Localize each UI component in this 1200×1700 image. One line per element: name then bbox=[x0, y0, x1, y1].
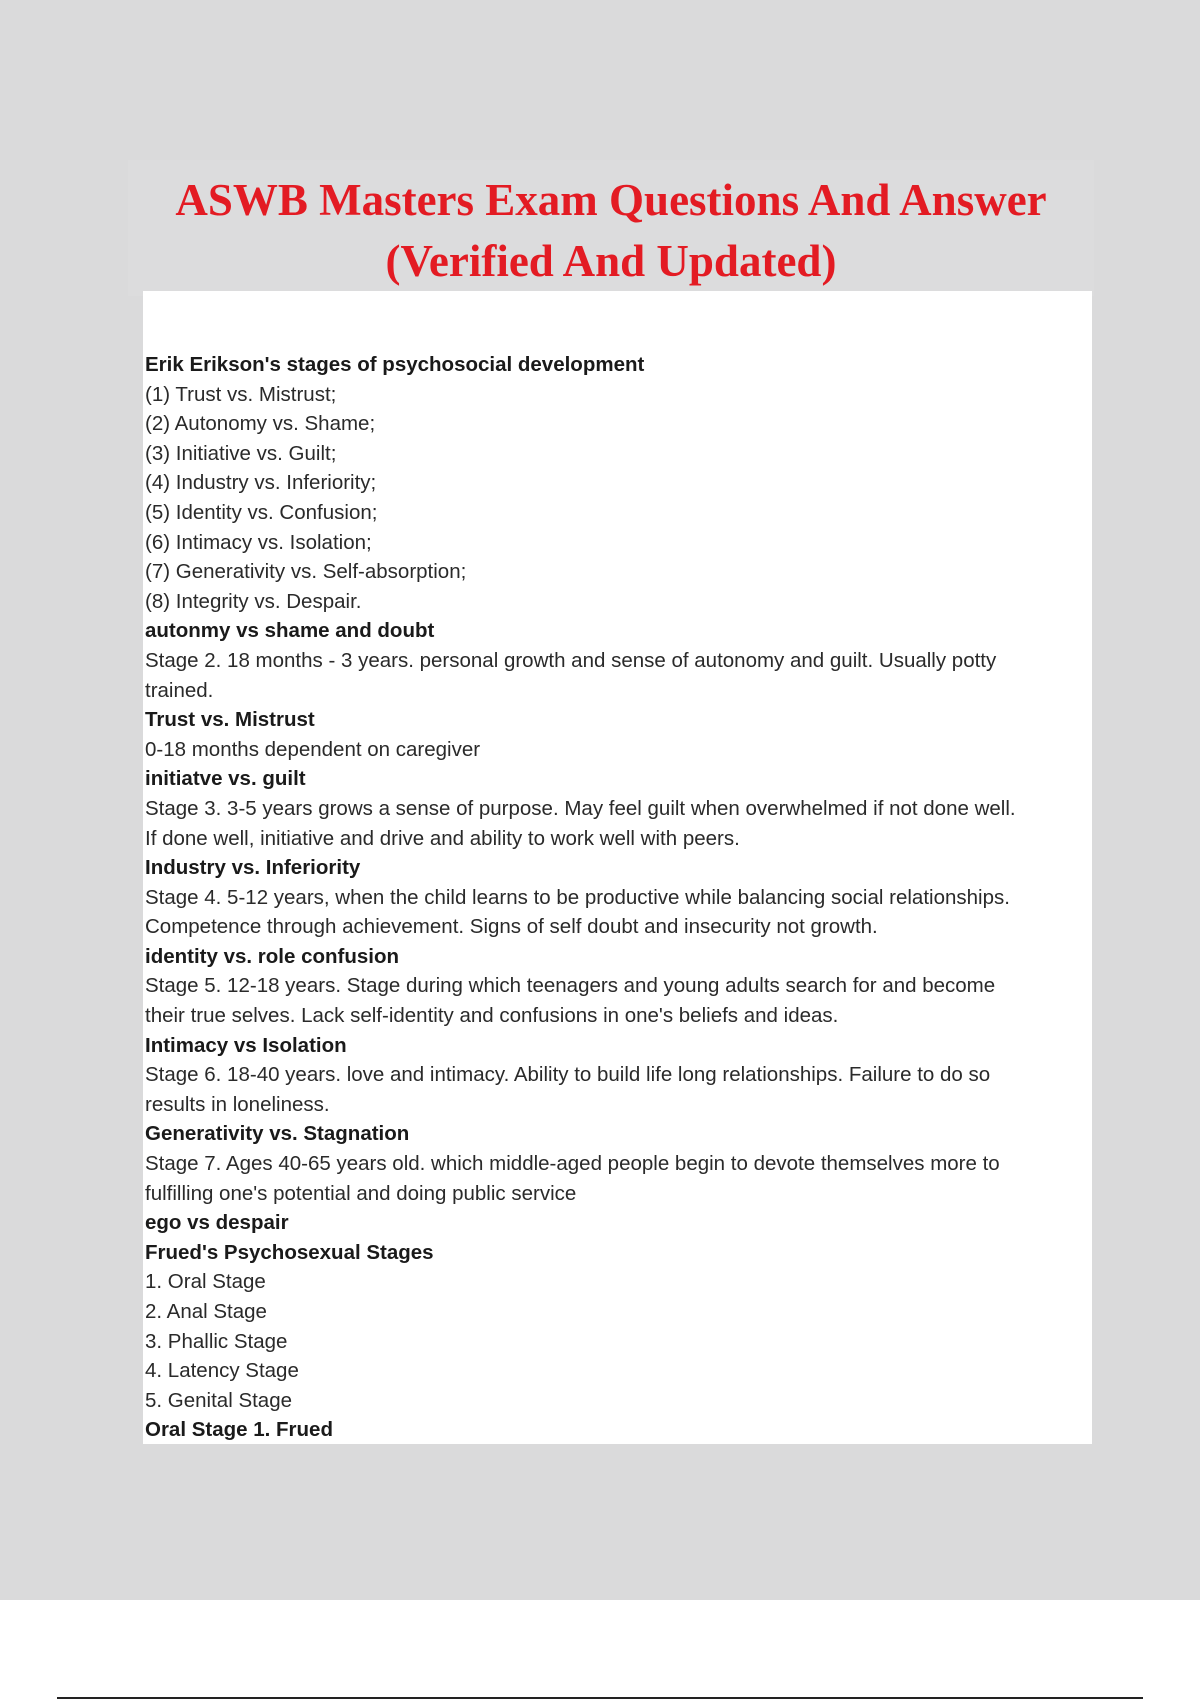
body-text-line: trained. bbox=[145, 678, 214, 702]
body-text-line: (7) Generativity vs. Self-absorption; bbox=[145, 560, 467, 584]
document-title-line-1: ASWB Masters Exam Questions And Answer bbox=[175, 175, 1047, 225]
section-heading: identity vs. role confusion bbox=[145, 944, 400, 968]
body-text-line: Stage 7. Ages 40-65 years old. which middle-aged people begin to devote themselves more to bbox=[145, 1152, 1000, 1176]
body-text-line: (4) Industry vs. Inferiority; bbox=[145, 471, 377, 495]
section-heading: initiatve vs. guilt bbox=[145, 767, 306, 791]
body-text-line: Stage 2. 18 months - 3 years. personal growth and sense of autonomy and guilt. Usually potty bbox=[145, 648, 997, 672]
body-text-line: Competence through achievement. Signs of self doubt and insecurity not growth. bbox=[145, 915, 878, 939]
body-text-line: 2. Anal Stage bbox=[145, 1300, 267, 1323]
section-heading: Trust vs. Mistrust bbox=[145, 708, 315, 732]
body-text-line: If done well, initiative and drive and ability to work well with peers. bbox=[145, 826, 740, 850]
section-heading: Oral Stage 1. Frued bbox=[145, 1418, 333, 1442]
body-text-line: (5) Identity vs. Confusion; bbox=[145, 500, 378, 524]
body-text-line: 3. Phallic Stage bbox=[145, 1329, 288, 1353]
body-text-line: their true selves. Lack self-identity and confusions in one's beliefs and ideas. bbox=[145, 1004, 839, 1028]
body-text-line: Stage 5. 12-18 years. Stage during which teenagers and young adults search for and become bbox=[145, 974, 996, 998]
body-text-line: (8) Integrity vs. Despair. bbox=[145, 589, 362, 613]
body-text-line: (3) Initiative vs. Guilt; bbox=[145, 441, 337, 465]
section-heading: Industry vs. Inferiority bbox=[145, 856, 361, 880]
content-body bbox=[143, 291, 1092, 1444]
body-text-line: Stage 3. 3-5 years grows a sense of purpose. May feel guilt when overwhelmed if not done well. bbox=[145, 796, 1016, 820]
body-text-line: results in loneliness. bbox=[145, 1092, 330, 1116]
section-heading: ego vs despair bbox=[145, 1211, 289, 1235]
body-text-line: (2) Autonomy vs. Shame; bbox=[145, 412, 376, 436]
body-text-line: 0-18 months dependent on caregiver bbox=[145, 737, 481, 761]
section-heading: Intimacy vs Isolation bbox=[145, 1033, 347, 1057]
title-banner bbox=[128, 160, 1094, 296]
body-text-line: (1) Trust vs. Mistrust; bbox=[145, 382, 337, 406]
body-text-line: fulfilling one's potential and doing public service bbox=[145, 1181, 577, 1205]
document-title-line-2: (Verified And Updated) bbox=[385, 236, 837, 286]
body-text-line: Stage 4. 5-12 years, when the child learns to be productive while balancing social relationships. bbox=[145, 885, 1010, 909]
footer-divider bbox=[57, 1697, 1143, 1699]
body-text-line: 1. Oral Stage bbox=[145, 1270, 266, 1294]
body-text-line: 5. Genital Stage bbox=[145, 1388, 293, 1412]
section-heading: Generativity vs. Stagnation bbox=[145, 1122, 410, 1146]
section-heading: Erik Erikson's stages of psychosocial development bbox=[145, 353, 645, 376]
body-text-line: (6) Intimacy vs. Isolation; bbox=[145, 530, 372, 554]
section-heading: Frued's Psychosexual Stages bbox=[145, 1240, 434, 1264]
section-heading: autonmy vs shame and doubt bbox=[145, 619, 435, 643]
body-text-line: 4. Latency Stage bbox=[145, 1359, 299, 1383]
body-text-line: Stage 6. 18-40 years. love and intimacy. Ability to build life long relationships. Failure to do so bbox=[145, 1063, 991, 1087]
